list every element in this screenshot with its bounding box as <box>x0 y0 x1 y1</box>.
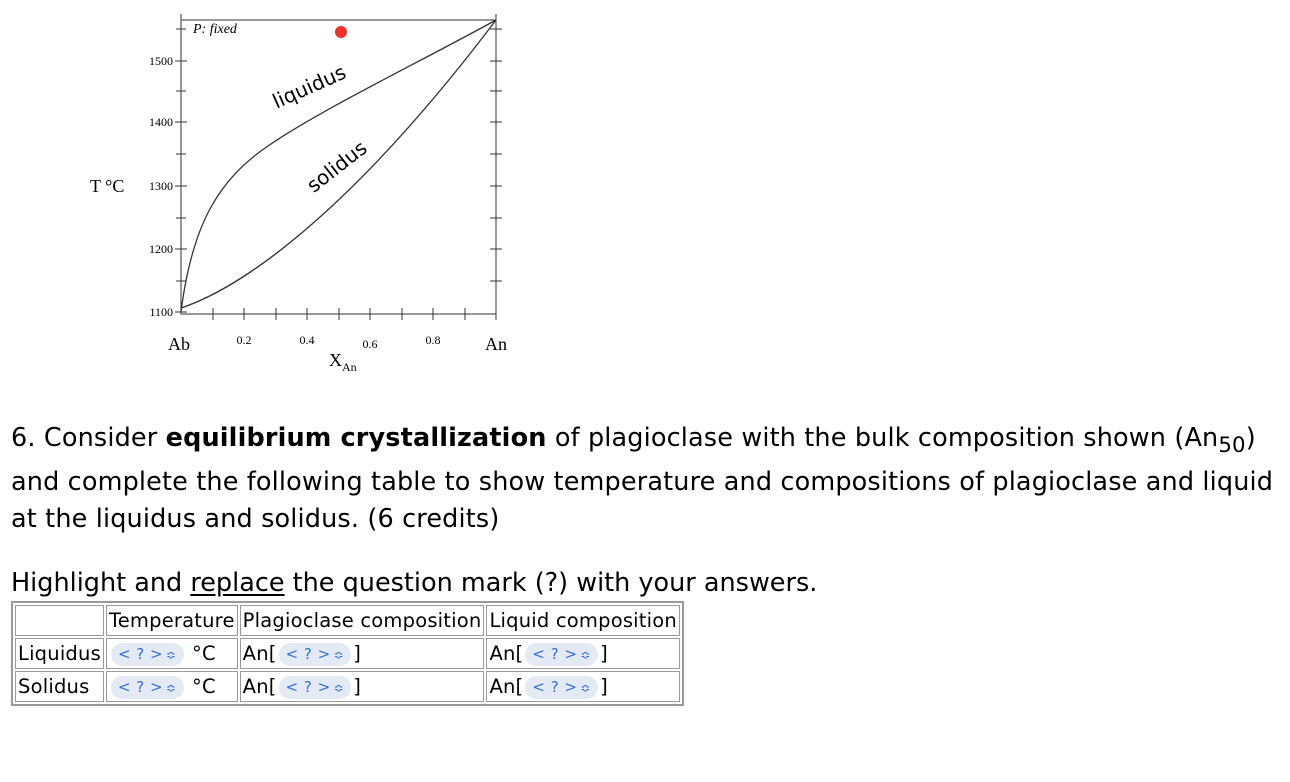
updown-icon: ≎ <box>166 680 177 695</box>
question-text: 6. Consider equilibrium crystallization of plagioclase with the bulk composition shown $(An_{50})$ and complete the following table to show temperature and compositions of plagioclase and liquid at the liquidus and solidus. (6 credits) <box>11 423 1274 535</box>
x-tick-0.8: 0.8 <box>425 333 441 347</box>
header-temperature: Temperature <box>106 605 238 636</box>
solidus-label: solidus <box>301 135 372 198</box>
x-tick-0.4: 0.4 <box>299 333 315 347</box>
answer-table <box>11 601 684 706</box>
y-tick-1100: 1100 <box>149 305 173 319</box>
solidus-liq-dropdown[interactable]: < ? > ≎ <box>525 676 598 699</box>
plagioclase-phase-diagram <box>80 10 520 380</box>
header-liquid: Liquid composition <box>486 605 680 636</box>
y-tick-1400: 1400 <box>149 115 173 129</box>
liquidus-liq-cell: An[ < ? > ≎ ] <box>486 638 680 669</box>
x-tick-0.6: 0.6 <box>362 337 378 351</box>
bulk-composition-marker <box>335 26 347 38</box>
x-end-an: An <box>485 334 507 354</box>
solidus-liq-cell: An[ < ? > ≎ ] <box>486 671 680 702</box>
liquidus-label: liquidus <box>268 59 350 114</box>
instruction-underlined: replace <box>190 568 285 598</box>
liquidus-plag-dropdown[interactable]: < ? > ≎ <box>279 643 352 666</box>
x-axis-subscript: An <box>342 360 357 374</box>
row-label: Liquidus <box>15 638 104 669</box>
y-axis-label: T °C <box>90 176 125 196</box>
updown-icon: ≎ <box>580 647 592 662</box>
y-tick-1500: 1500 <box>149 54 173 68</box>
updown-icon: ≎ <box>333 680 345 695</box>
updown-icon: ≎ <box>166 647 177 662</box>
x-end-ab: Ab <box>168 334 190 354</box>
solidus-plag-cell: An[ < ? > ≎ ] <box>240 671 485 702</box>
instruction-text: Highlight and replace the question mark (?) with your answers. <box>11 568 818 598</box>
liquidus-temp-cell: < ? > ≎ °C <box>106 638 238 669</box>
liquidus-liq-dropdown[interactable]: < ? > ≎ <box>525 643 598 666</box>
header-blank <box>15 605 104 636</box>
question-subscript: 50 <box>1218 433 1246 459</box>
table-header-row <box>15 605 680 636</box>
liquidus-temp-dropdown[interactable]: < ? > ≎ <box>111 643 184 666</box>
y-tick-1300: 1300 <box>149 179 173 193</box>
x-tick-0.2: 0.2 <box>236 333 252 347</box>
x-axis-label: $X_{An}$ <box>329 350 357 374</box>
updown-icon: ≎ <box>580 680 592 695</box>
updown-icon: ≎ <box>333 647 345 662</box>
row-label: Solidus <box>15 671 104 702</box>
question-emphasis: equilibrium crystallization <box>165 423 547 453</box>
pressure-label: P: fixed <box>193 22 237 37</box>
y-tick-1200: 1200 <box>149 242 173 256</box>
header-plagioclase: Plagioclase composition <box>240 605 485 636</box>
solidus-temp-dropdown[interactable]: < ? > ≎ <box>111 676 184 699</box>
solidus-temp-cell: < ? > ≎ °C <box>106 671 238 702</box>
table-row <box>15 638 680 669</box>
liquidus-plag-cell: An[ < ? > ≎ ] <box>240 638 485 669</box>
table-row <box>15 671 680 702</box>
solidus-plag-dropdown[interactable]: < ? > ≎ <box>279 676 352 699</box>
